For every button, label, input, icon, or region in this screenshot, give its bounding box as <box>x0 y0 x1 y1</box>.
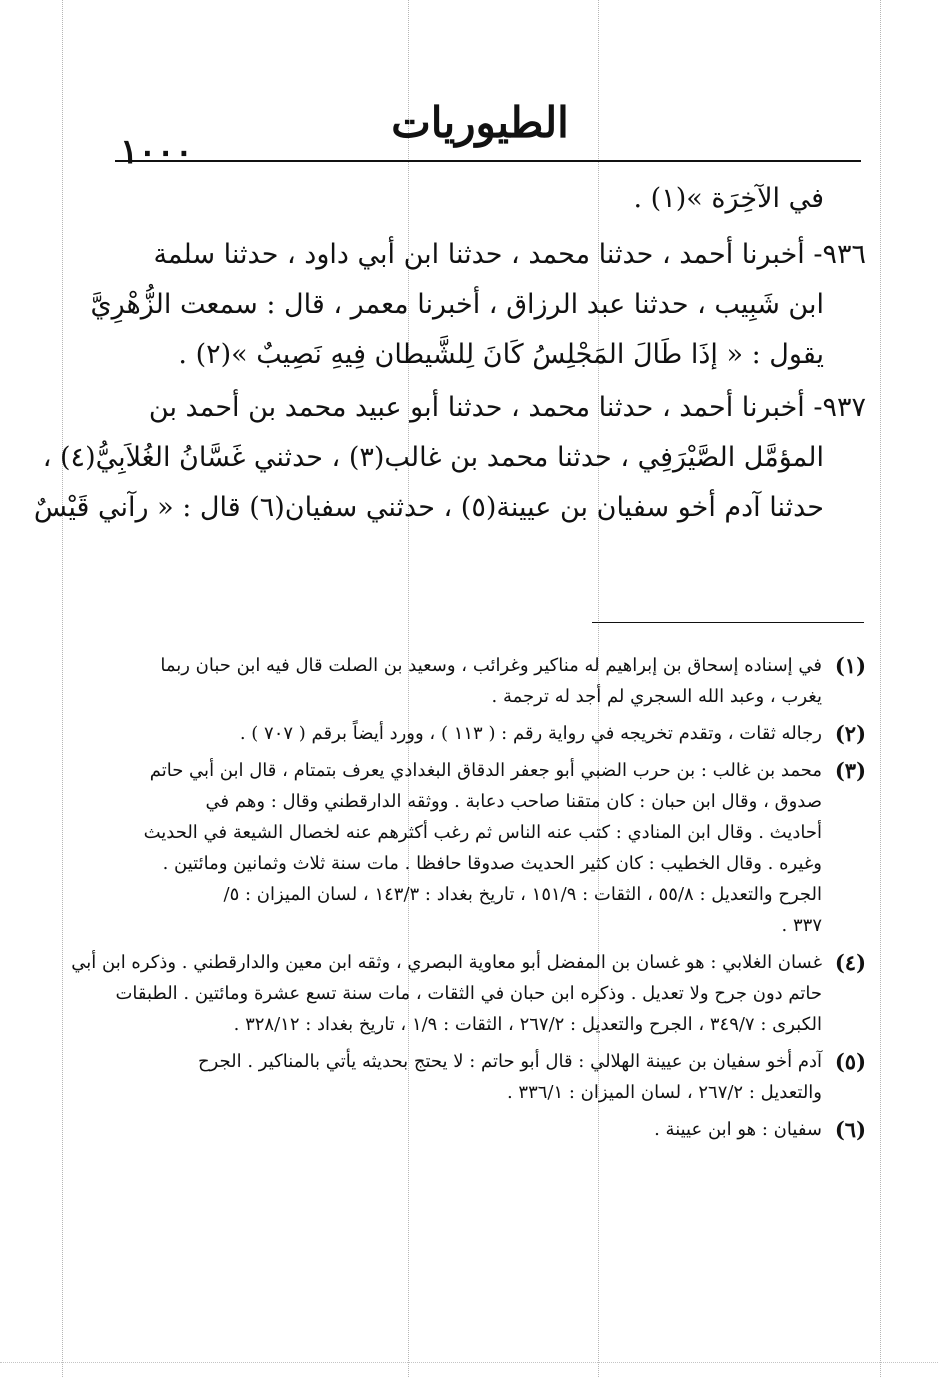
footnote-line: والتعديل : ٢٦٧/٢ ، لسان الميزان : ٣٣٦/١ . <box>506 1082 822 1103</box>
footnote-line: آدم أخو سفيان بن عيينة الهلالي : قال أبو حاتم : لا يحتج بحديثه يأتي بالمناكير . الجرح <box>197 1051 822 1072</box>
footnote-line: أحاديث . وقال ابن المنادي : كتب عنه الناس ثم رغب أكثرهم عنه لخصال الشيعة في الحديث <box>143 822 822 843</box>
footnote-number: (٢) <box>834 721 866 746</box>
footnote-line: في إسناده إسحاق بن إبراهيم له مناكير وغرائب ، وسعيد بن الصلت قال فيه ابن حبان ربما <box>160 655 822 676</box>
entry-line: ابن شَبِيب ، حدثنا عبد الرزاق ، أخبرنا معمر ، قال : سمعت الزُّهْرِيَّ <box>90 289 824 320</box>
footnote-line: غسان الغلابي : هو غسان بن المفضل أبو معاوية البصري ، وثقه ابن معين والدارقطني . وذكره ابن أبي <box>71 952 822 973</box>
footnote-2 <box>110 718 866 749</box>
footnote-line: ٣٣٧ . <box>781 915 822 936</box>
footnote-number: (١) <box>834 653 866 678</box>
footnote-line: سفيان : هو ابن عيينة . <box>654 1119 822 1140</box>
entry-line: حدثنا آدم أخو سفيان بن عيينة(٥) ، حدثني سفيان(٦) قال : « رآني قَيْسٌ <box>33 492 824 523</box>
entry-line: المؤمَّل الصَّيْرَفِي ، حدثنا محمد بن غالب(٣) ، حدثني غَسَّانُ الغُلاَبِيُّ(٤) ، <box>42 442 824 473</box>
footnote-3 <box>110 755 866 941</box>
header-rule <box>115 160 861 162</box>
footnote-separator <box>592 622 864 623</box>
entry-line: ٩٣٧- أخبرنا أحمد ، حدثنا محمد ، حدثنا أبو عبيد محمد بن أحمد بن <box>148 392 866 423</box>
hadith-entry-937 <box>33 391 866 525</box>
main-text <box>33 182 866 525</box>
footnote-6 <box>110 1114 866 1145</box>
footnote-4 <box>71 947 866 1040</box>
running-title: الطيوريات <box>391 98 569 147</box>
scan-guide-line <box>0 1362 938 1363</box>
footnote-5 <box>110 1046 866 1108</box>
footnote-line: يغرب ، وعبد الله السجري لم أجد له ترجمة . <box>491 686 822 707</box>
hadith-entry-936 <box>90 238 866 372</box>
footnote-line: وغيره . وقال الخطيب : كان كثير الحديث صدوقا حافظا . مات سنة ثلاث وثمانين ومائتين . <box>162 853 822 874</box>
footnote-line: الجرح والتعديل : ٥٥/٨ ، الثقات : ١٥١/٩ ، تاريخ بغداد : ١٤٣/٣ ، لسان الميزان : ٥/ <box>223 884 822 905</box>
footnote-number: (٦) <box>834 1117 866 1142</box>
footnote-number: (٤) <box>834 950 866 975</box>
footnote-line: رجاله ثقات ، وتقدم تخريجه في رواية رقم : ( ١١٣ ) ، وورد أيضاً برقم ( ٧٠٧ ) . <box>239 723 822 744</box>
footnote-1 <box>110 650 866 712</box>
page-number: ١٠٠٠ <box>120 132 194 172</box>
entry-gap <box>108 372 866 391</box>
footnote-number: (٣) <box>834 758 866 783</box>
entry-line: يقول : « إذَا طَالَ المَجْلِسُ كَانَ لِلشَّيطان فِيهِ نَصِيبٌ »(٢) . <box>178 339 824 370</box>
footnotes <box>71 650 866 1145</box>
scan-guide-line <box>62 0 63 1377</box>
footnote-line: صدوق ، وقال ابن حبان : كان متقنا صاحب دعابة . ووثقه الدارقطني وقال : وهم في <box>205 791 822 812</box>
continuation-line: في الآخِرَة »(١) . <box>633 183 824 214</box>
entry-line: ٩٣٦- أخبرنا أحمد ، حدثنا محمد ، حدثنا ابن أبي داود ، حدثنا سلمة <box>153 239 866 270</box>
footnote-line: الكبرى : ٣٤٩/٧ ، الجرح والتعديل : ٢٦٧/٢ ، الثقات : ١/٩ ، تاريخ بغداد : ٣٢٨/١٢ . <box>233 1014 822 1035</box>
footnote-line: محمد بن غالب : بن حرب الضبي أبو جعفر الدقاق البغدادي يعرف بتمتام ، قال ابن أبي حاتم <box>149 760 822 781</box>
scan-guide-line <box>880 0 881 1377</box>
footnote-line: حاتم دون جرح ولا تعديل . وذكره ابن حبان في الثقات ، مات سنة تسع عشرة ومائتين . الطبقات <box>115 983 822 1004</box>
footnote-number: (٥) <box>834 1049 866 1074</box>
